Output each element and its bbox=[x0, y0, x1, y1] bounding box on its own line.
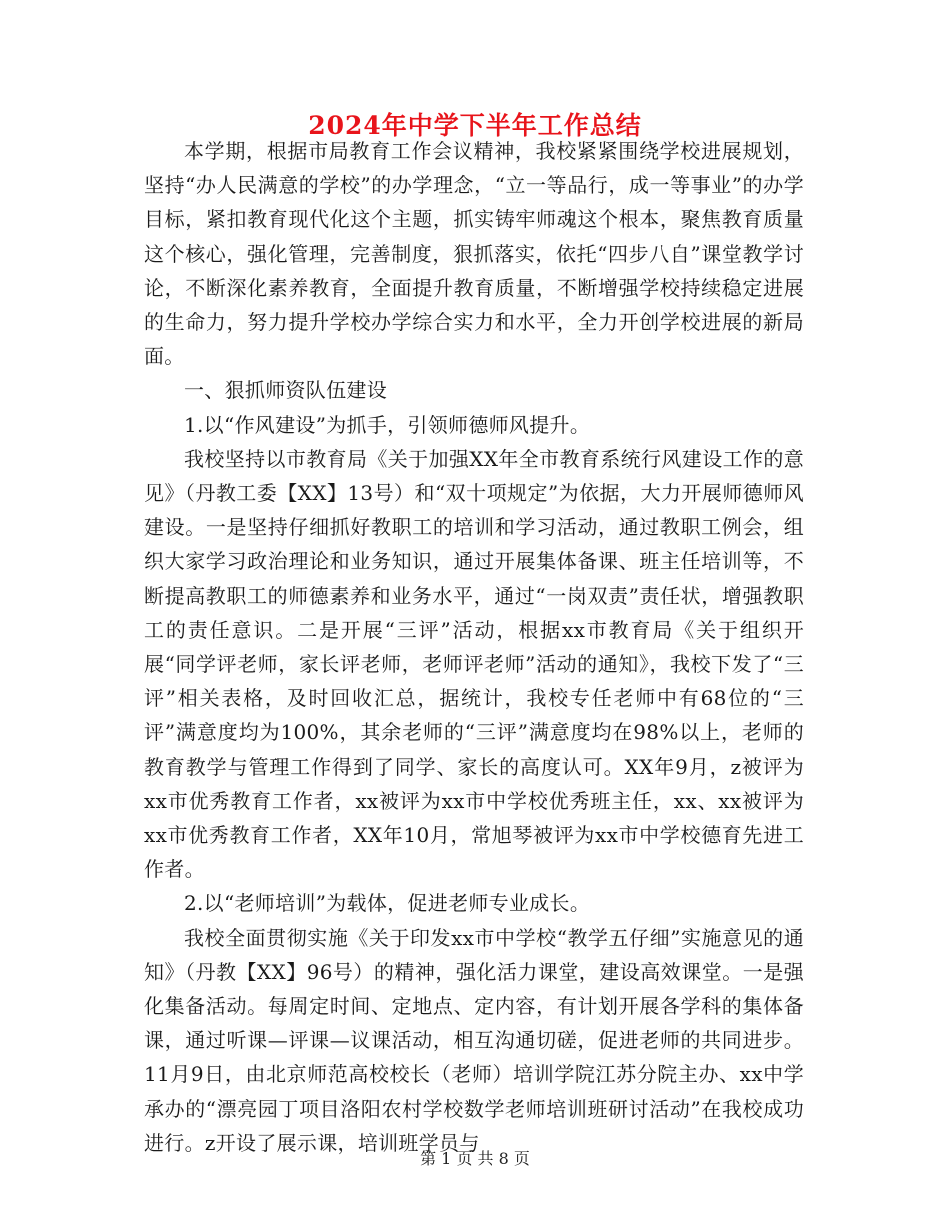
subheading-1-1: 1.以“作风建设”为抓手，引领师德师风提升。 bbox=[184, 412, 591, 437]
document-title: 2024年中学下半年工作总结 bbox=[308, 111, 642, 140]
subheading-1-2: 2.以“老师培训”为载体，促进老师专业成长。 bbox=[184, 891, 591, 916]
paragraph-ethics: 我校坚持以市教育局《关于加强XX年全市教育系统行风建设工作的意见》（丹教工委【XX】13号）和“双十项规定”为依据，大力开展师德师风建设。一是坚持仔细抓好教职工的培训和学习活动，通过教职工例会，组织大家学习政治理论和业务知识，通过开展集体备课、班主任培训等，不断提高教职工的师德素养和业务水平，通过“一岗双责”责任状，增强教职工的责任意识。二是开展“三评”活动，根据xx市教育局《关于组织开展“同学评老师，家长评老师，老师评老师”活动的通知》，我校下发了“三评”相关表格，及时回收汇总，据统计，我校专任老师中有68位的“三评”满意度均为100%，其余老师的“三评”满意度均在98%以上，老师的教育教学与管理工作得到了同学、家长的高度认可。XX年9月，z被评为xx市优秀教育工作者，xx被评为xx市中学校优秀班主任，xx、xx被评为xx市优秀教育工作者，XX年10月，常旭琴被评为xx市中学校德育先进工作者。 bbox=[144, 446, 804, 882]
document-body bbox=[144, 134, 804, 1160]
paragraph-training: 我校全面贯彻实施《关于印发xx市中学校“教学五仔细”实施意见的通知》（丹教【XX】96号）的精神，强化活力课堂，建设高效课堂。一是强化集备活动。每周定时间、定地点、定内容，有计划开展各学科的集体备课，通过听课—评课—议课活动，相互沟通切磋，促进老师的共同进步。11月9日，由北京师范高校校长（老师）培训学院江苏分院主办、xx中学承办的“漂亮园丁项目洛阳农村学校数学老师培训班研讨活动”在我校成功进行。z开设了展示课，培训班学员与 bbox=[144, 925, 804, 1155]
paragraph-intro: 本学期，根据市局教育工作会议精神，我校紧紧围绕学校进展规划，坚持“办人民满意的学校”的办学理念，“立一等品行，成一等事业”的办学目标，紧扣教育现代化这个主题，抓实铸牢师魂这个根本，聚焦教育质量这个核心，强化管理，完善制度，狠抓落实，依托“四步八自”课堂教学讨论，不断深化素养教育，全面提升教育质量，不断增强学校持续稳定进展的生命力，努力提升学校办学综合实力和水平，全力开创学校进展的新局面。 bbox=[144, 139, 804, 369]
section-heading-1: 一、狠抓师资队伍建设 bbox=[184, 378, 387, 403]
page-number-footer: 第 1 页 共 8 页 bbox=[420, 1149, 530, 1168]
